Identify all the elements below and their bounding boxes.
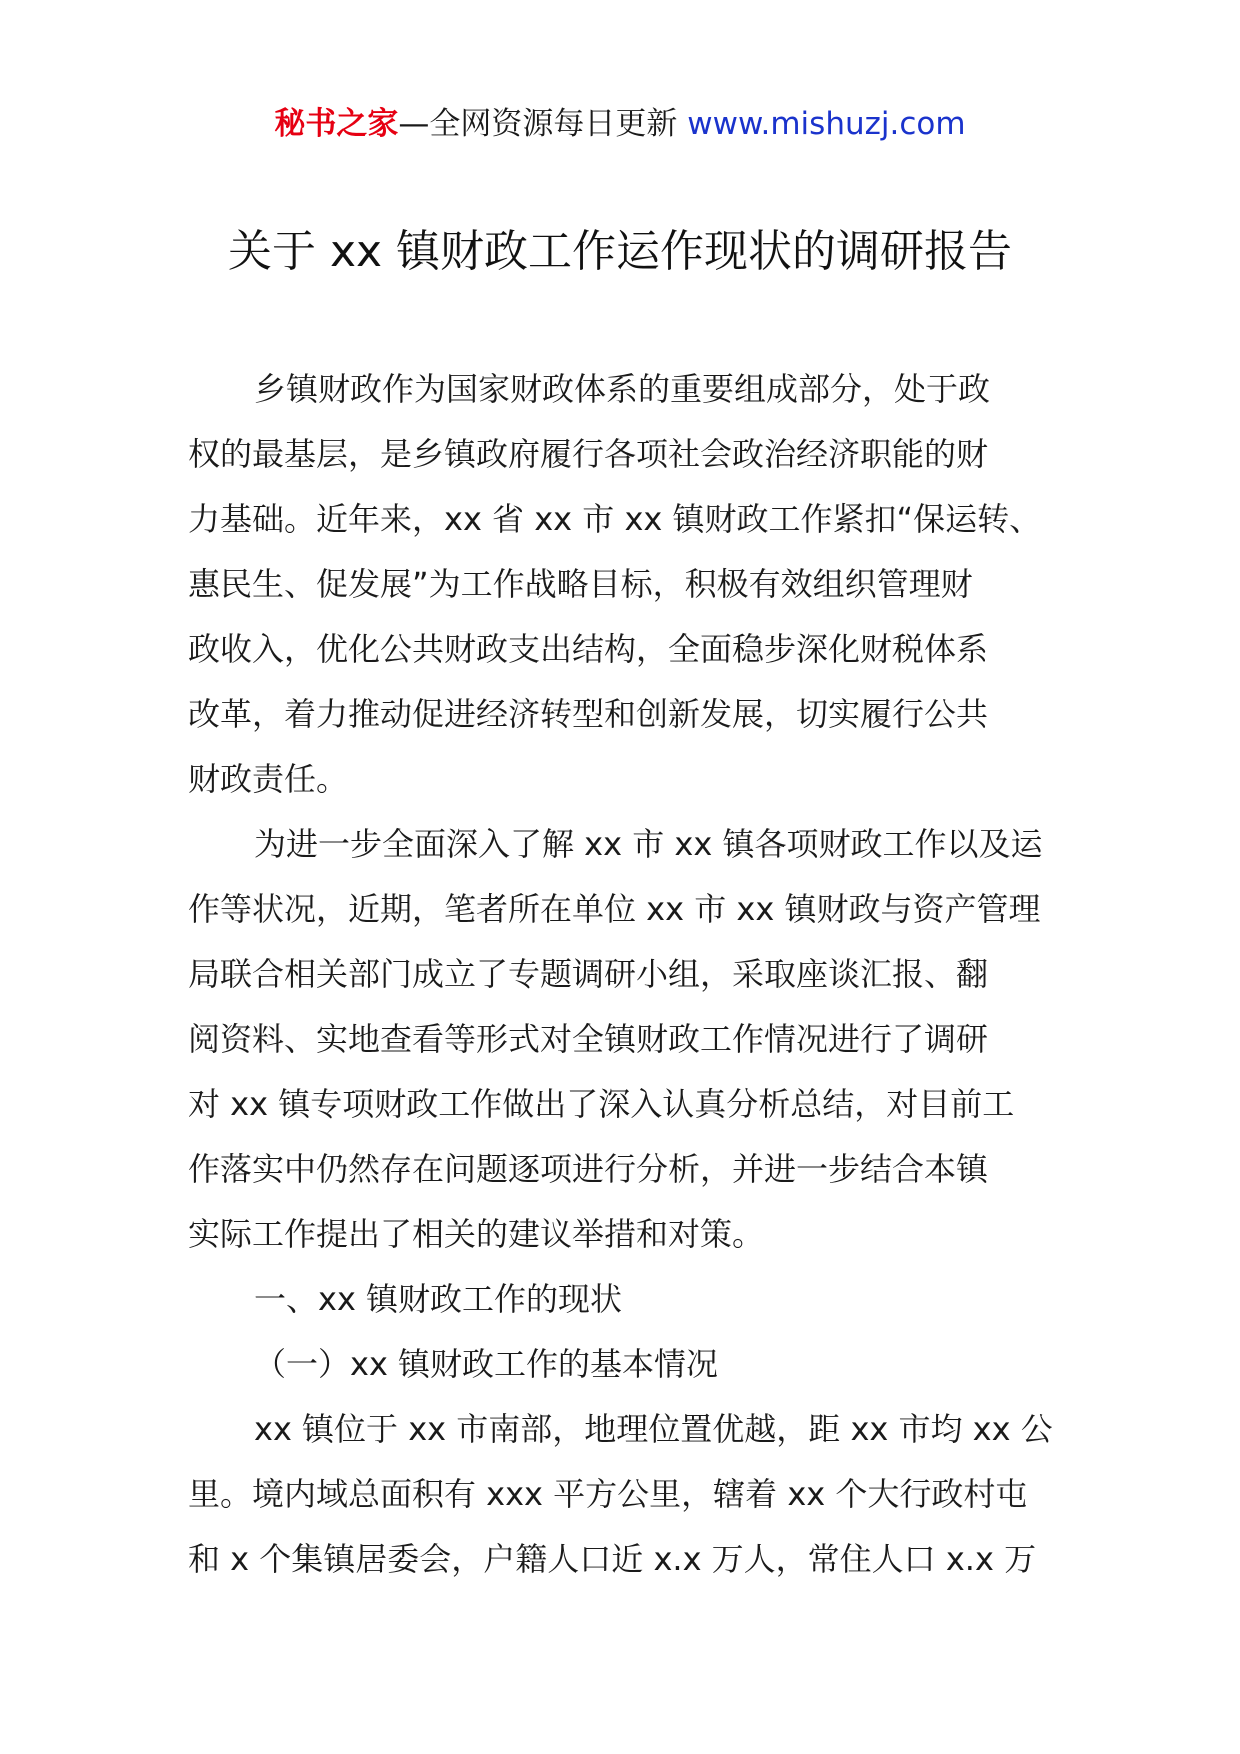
paragraph-line: 惠民生、促发展”为工作战略目标，积极有效组织管理财 (188, 565, 973, 603)
paragraph-line: 改革，着力推动促进经济转型和创新发展，切实履行公共 (188, 695, 989, 733)
paragraph-line: 权的最基层，是乡镇政府履行各项社会政治经济职能的财 (188, 435, 989, 473)
paragraph-line: 局联合相关部门成立了专题调研小组，采取座谈汇报、翻 (188, 955, 989, 993)
paragraph-line: 财政责任。 (188, 760, 349, 798)
paragraph-line: 作落实中仍然存在问题逐项进行分析，并进一步结合本镇 (188, 1150, 989, 1188)
site-tagline: —全网资源每日更新 (398, 106, 678, 142)
paragraph-line: 阅资料、实地查看等形式对全镇财政工作情况进行了调研 (188, 1020, 989, 1058)
site-brand: 秘书之家 (274, 106, 399, 142)
paragraph-line: 力基础。近年来，xx 省 xx 市 xx 镇财政工作紧扣“保运转、 (188, 500, 1042, 538)
paragraph-line: 为进一步全面深入了解 xx 市 xx 镇各项财政工作以及运 (254, 825, 1043, 863)
document-title: 关于 xx 镇财政工作运作现状的调研报告 (227, 226, 1013, 277)
paragraph-line: 里。境内域总面积有 xxx 平方公里，辖着 xx 个大行政村屯 (188, 1475, 1028, 1513)
paragraph-line: 政收入，优化公共财政支出结构，全面稳步深化财税体系 (188, 630, 989, 668)
section-heading: 一、xx 镇财政工作的现状 (254, 1280, 623, 1318)
paragraph-line: 实际工作提出了相关的建议举措和对策。 (188, 1215, 765, 1253)
paragraph-line: 乡镇财政作为国家财政体系的重要组成部分，处于政 (254, 370, 991, 408)
site-header (0, 102, 1240, 146)
subsection-heading: （一）xx 镇财政工作的基本情况 (254, 1345, 719, 1383)
document-body (188, 357, 1088, 1592)
paragraph-line: xx 镇位于 xx 市南部，地理位置优越，距 xx 市均 xx 公 (254, 1410, 1053, 1448)
paragraph-line: 和 x 个集镇居委会，户籍人口近 x.x 万人，常住人口 x.x 万 (188, 1540, 1037, 1578)
paragraph-line: 作等状况，近期，笔者所在单位 xx 市 xx 镇财政与资产管理 (188, 890, 1041, 928)
site-url-link[interactable]: www.mishuzj.com (687, 106, 966, 142)
paragraph-line: 对 xx 镇专项财政工作做出了深入认真分析总结，对目前工 (188, 1085, 1015, 1123)
